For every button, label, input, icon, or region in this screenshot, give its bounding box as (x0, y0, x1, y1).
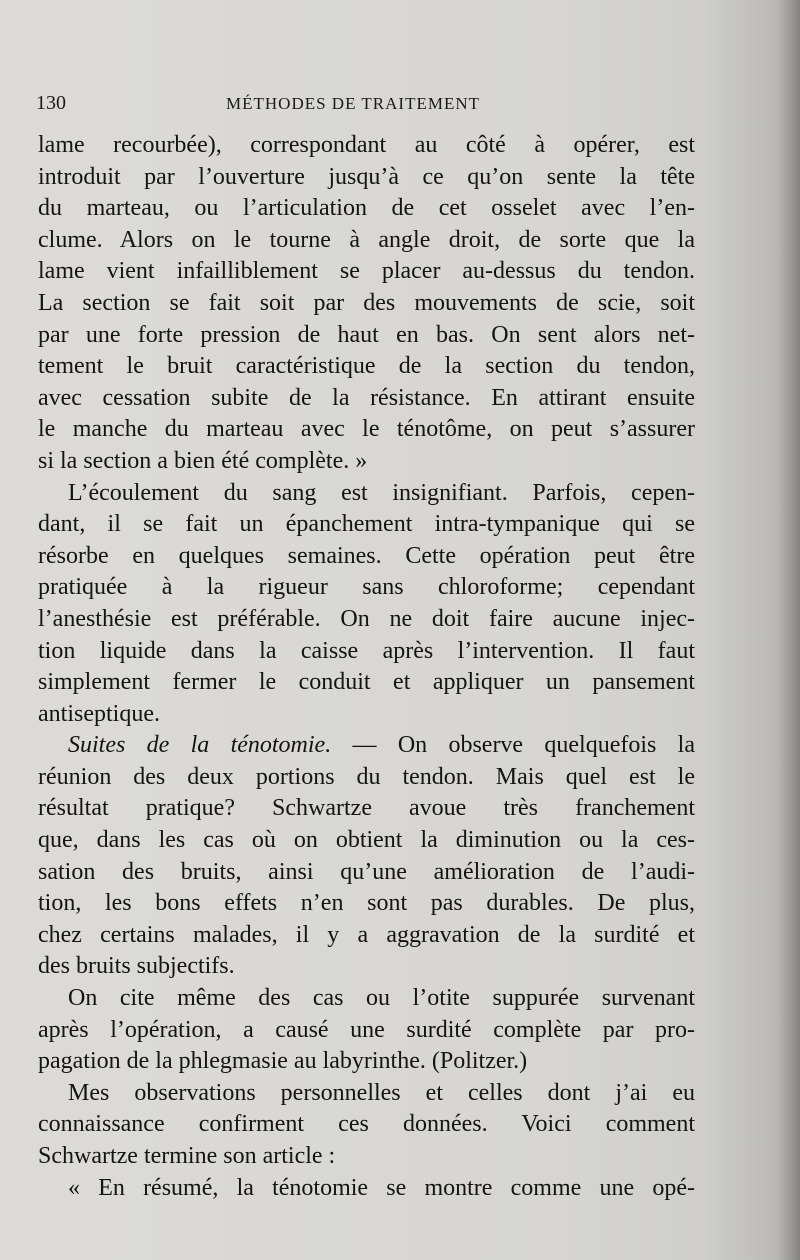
text-line: tement le bruit caractéristique de la section du tendon, (38, 353, 695, 380)
text-line: simplement fermer le conduit et appliquer un pansement (38, 669, 695, 696)
text-line: des bruits subjectifs. (38, 953, 235, 980)
page-header (36, 92, 696, 118)
text-line: On cite même des cas ou l’otite suppurée survenant (68, 985, 695, 1012)
text-line: par une forte pression de haut en bas. On sent alors net- (38, 321, 695, 348)
text-line: après l’opération, a causé une surdité complète par pro- (38, 1016, 695, 1043)
text-line: le manche du marteau avec le ténotôme, on peut s’assurer (38, 416, 695, 443)
text-line: lame vient infailliblement se placer au-dessus du tendon. (38, 258, 695, 285)
text-line: « En résumé, la ténotomie se montre comme une opé- (68, 1174, 695, 1201)
text-line: si la section a bien été complète. » (38, 447, 368, 474)
text-line: L’écoulement du sang est insignifiant. Parfois, cepen- (68, 479, 695, 506)
text-line: résorbe en quelques semaines. Cette opération peut être (38, 542, 695, 569)
text-line: La section se fait soit par des mouvements de scie, soit (38, 289, 695, 316)
running-head: MÉTHODES DE TRAITEMENT (226, 94, 480, 113)
text-line: Schwartze termine son article : (38, 1143, 336, 1169)
section-lead: Suites de la ténotomie. (68, 732, 332, 759)
text-line: avec cessation subite de la résistance. En attirant ensuite (38, 384, 695, 411)
body-text (38, 130, 695, 1204)
text-line: Mes observations personnelles et celles dont j’ai eu (68, 1079, 695, 1106)
text-line: tion liquide dans la caisse après l’intervention. Il faut (38, 637, 695, 664)
page-number: 130 (36, 92, 66, 114)
text-line: clume. Alors on le tourne à angle droit, de sorte que la (38, 226, 695, 253)
page-edge-shadow (778, 0, 800, 1260)
text-line: dant, il se fait un épanchement intra-tympanique qui se (38, 511, 695, 538)
text-line (38, 730, 695, 762)
text-line: réunion des deux portions du tendon. Mais quel est le (38, 763, 695, 790)
text-line: pagation de la phlegmasie au labyrinthe. (Politzer.) (38, 1048, 528, 1075)
text-line: que, dans les cas où on obtient la diminution ou la ces- (38, 827, 695, 854)
text-line: du marteau, ou l’articulation de cet osselet avec l’en- (38, 195, 695, 222)
text-line: résultat pratique? Schwartze avoue très franchement (38, 795, 695, 822)
text-line: pratiquée à la rigueur sans chloroforme; cependant (38, 574, 695, 601)
section-lead-rest: — On observe quelquefois la (331, 732, 695, 759)
text-line: connaissance confirment ces données. Voici comment (38, 1111, 695, 1138)
text-line: l’anesthésie est préférable. On ne doit faire aucune injec- (38, 605, 695, 632)
text-line: sation des bruits, ainsi qu’une amélioration de l’audi- (38, 858, 695, 885)
text-line: chez certains malades, il y a aggravation de la surdité et (38, 921, 695, 948)
text-line: antiseptique. (38, 700, 160, 727)
text-line: introduit par l’ouverture jusqu’à ce qu’on sente la tête (38, 163, 695, 190)
text-line: lame recourbée), correspondant au côté à opérer, est (38, 132, 695, 158)
text-line: tion, les bons effets n’en sont pas durables. De plus, (38, 890, 695, 917)
